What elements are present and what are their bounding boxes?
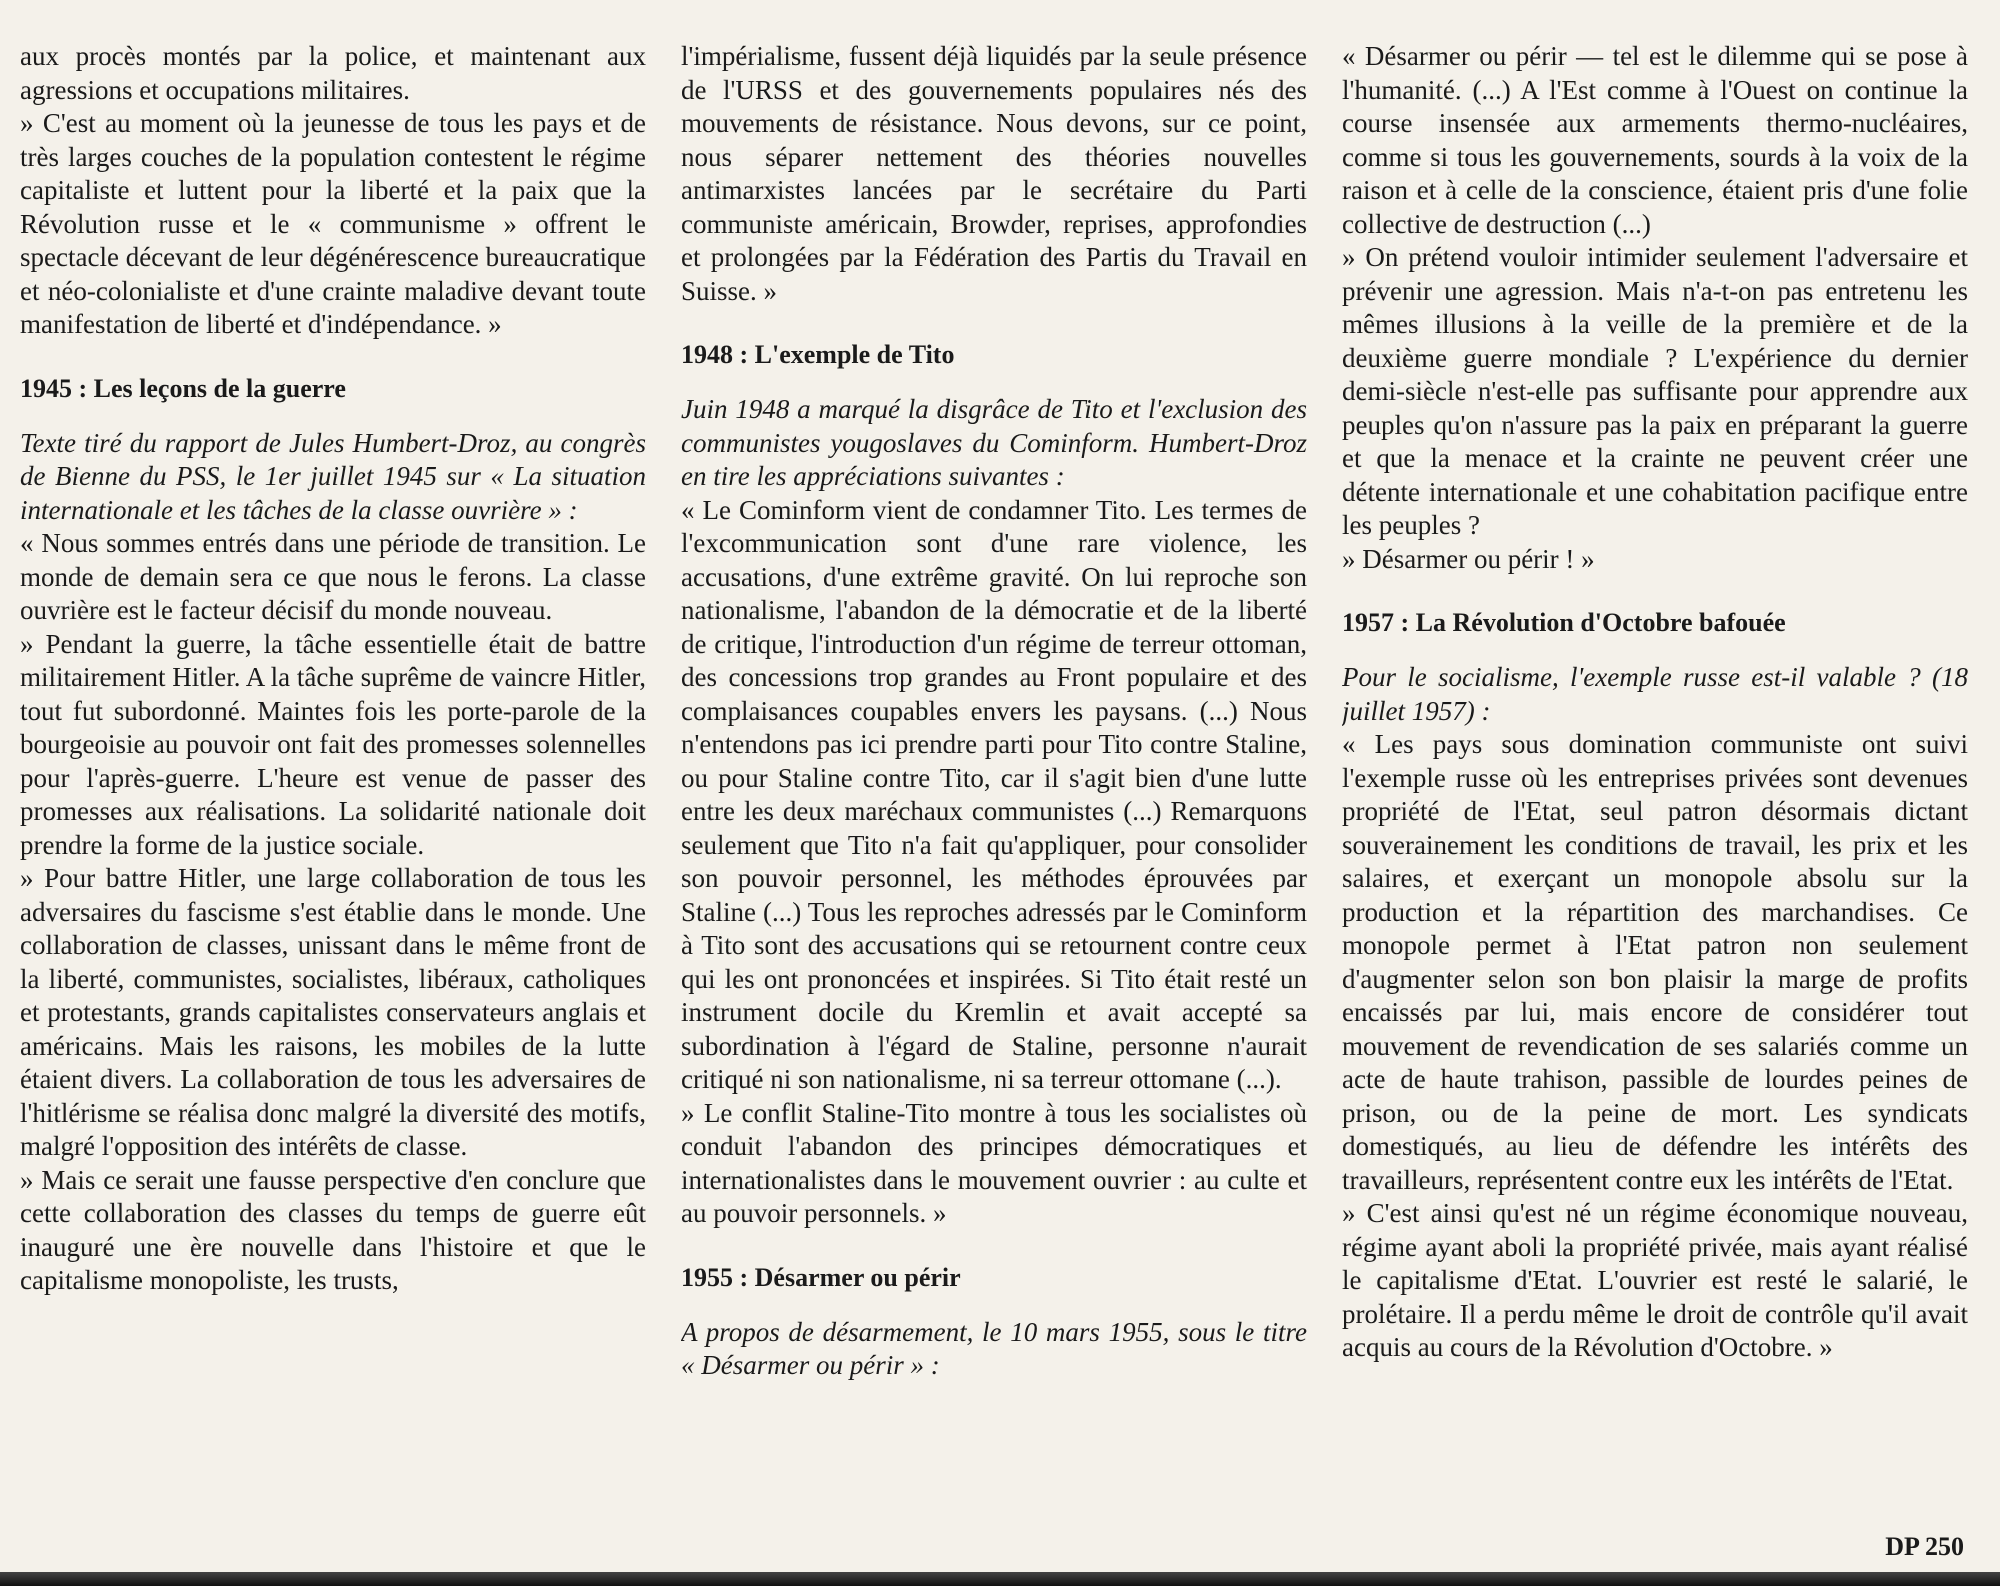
section-heading: 1948 : L'exemple de Tito	[681, 340, 955, 369]
paragraph: l'impérialisme, fussent déjà liquidés par la seule présence de l'URSS et des gouvernements populaires nés des mouvements de résistance. Nous devons, sur ce point, nous séparer nettement des théories nouvelles antimarxistes lancées par le secrétaire du Parti communiste américain, Browder, reprises, approfondies et prolongées par la Fédération des Partis du Travail en Suisse. »	[681, 41, 1307, 306]
section-heading: 1945 : Les leçons de la guerre	[20, 373, 346, 403]
column-middle	[681, 40, 1307, 1530]
paragraph: » Mais ce serait une fausse perspective d'en conclure que cette collaboration des classes du temps de guerre eût inauguré une ère nouvelle dans l'histoire et que le capitalisme monopoliste, les trusts,	[20, 1164, 646, 1295]
paragraph: » Désarmer ou périr ! »	[1342, 543, 1595, 574]
intro-note: Texte tiré du rapport de Jules Humbert-Droz, au congrès de Bienne du PSS, le 1er juillet 1945 sur « La situation internationale et les tâches de la classe ouvrière » :	[20, 427, 646, 525]
paragraph: « Les pays sous domination communiste ont suivi l'exemple russe où les entreprises privées sont devenues propriété de l'Etat, seul patron désormais dictant souverainement les conditions de travail, les prix et les salaires, et exerçant un monopole absolu sur la production et la répartition des marchandises. Ce monopole permet à l'Etat patron non seulement d'augmenter selon son bon plaisir la marge de profits encaissés par lui, mais encore de considérer tout mouvement de revendication de ses salariés comme un acte de haute trahison, passible de lourdes peines de prison, ou de la peine de mort. Les syndicats domestiqués, au lieu de défendre les intérêts des travailleurs, représentent contre eux les intérêts de l'Etat.	[1342, 729, 1968, 1195]
paragraph: » C'est ainsi qu'est né un régime économique nouveau, régime ayant aboli la propriété privée, mais ayant réalisé le capitalisme d'Etat. L'ouvrier est resté le salarié, le prolétaire. Il a perdu même le droit de contrôle qu'il avait acquis au cours de la Révolution d'Octobre. »	[1342, 1198, 1968, 1362]
column-right	[1342, 40, 1968, 1530]
intro-note: Pour le socialisme, l'exemple russe est-il valable ? (18 juillet 1957) :	[1342, 662, 1968, 726]
paragraph: aux procès montés par la police, et maintenant aux agressions et occupations militaires.	[20, 41, 646, 105]
paragraph: « Le Cominform vient de condamner Tito. Les termes de l'excommunication sont d'une rare violence, les accusations, d'une extrême gravité. On lui reproche son nationalisme, l'abandon de la démocratie et de la liberté de critique, l'introduction d'un régime de terreur ottoman, des concessions trop grandes au Front populaire et des complaisances coupables envers les paysans. (...) Nous n'entendons pas ici prendre parti pour Tito contre Staline, ou pour Staline contre Tito, car il s'agit bien d'une lutte entre les deux maréchaux communistes (...) Remarquons seulement que Tito n'a fait qu'appliquer, pour consolider son pouvoir personnel, les méthodes éprouvées par Staline (...) Tous les reproches adressés par le Cominform à Tito sont des accusations qui se retournent contre ceux qui les ont prononcées et inspirées. Si Tito était resté un instrument docile du Kremlin et avait accepté sa subordination à l'égard de Staline, personne n'aurait critiqué ni son nationalisme, ni sa terreur ottomane (...).	[681, 494, 1307, 1094]
intro-note: Juin 1948 a marqué la disgrâce de Tito et l'exclusion des communistes yougoslaves du Cominform. Humbert-Droz en tire les appréciations suivantes :	[681, 394, 1307, 491]
paragraph: « Désarmer ou périr — tel est le dilemme qui se pose à l'humanité. (...) A l'Est comme à l'Ouest on continue la course insensée aux armements thermo-nucléaires, comme si tous les gouvernements, sourds à la voix de la raison et à celle de la conscience, étaient pris d'une folie collective de destruction (...)	[1342, 41, 1968, 239]
section-heading: 1955 : Désarmer ou périr	[681, 1262, 961, 1292]
paragraph: » Pour battre Hitler, une large collaboration de tous les adversaires du fascisme s'est établie dans le monde. Une collaboration de classes, unissant dans le même front de la liberté, communistes, socialistes, libéraux, catholiques et protestants, grands capitalistes conservateurs anglais et américains. Mais les raisons, les mobiles de la lutte étaient divers. La collaboration de tous les adversaires de l'hitlérisme se réalisa donc malgré la diversité des motifs, malgré l'opposition des intérêts de classe.	[20, 863, 646, 1161]
paragraph: » Le conflit Staline-Tito montre à tous les socialistes où conduit l'abandon des principes démocratiques et internationalistes dans le mouvement ouvrier : au culte et au pouvoir personnels. »	[681, 1097, 1307, 1228]
page-number: DP 250	[1885, 1532, 1964, 1561]
page-bottom-edge	[0, 1572, 2000, 1586]
paragraph: » On prétend vouloir intimider seulement l'adversaire et prévenir une agression. Mais n'a-t-on pas entretenu les mêmes illusions à la veille de la première et de la deuxième guerre mondiale ? L'expérience du dernier demi-siècle n'est-elle pas suffisante pour apprendre aux peuples qu'on n'assure pas la paix en préparant la guerre et que la menace et la crainte ne peuvent créer une détente internationale et une cohabitation pacifique entre les peuples ?	[1342, 242, 1968, 540]
column-left	[20, 40, 646, 1530]
intro-note: A propos de désarmement, le 10 mars 1955, sous le titre « Désarmer ou périr » :	[681, 1316, 1307, 1380]
page-body	[20, 40, 1970, 1530]
paragraph: « Nous sommes entrés dans une période de transition. Le monde de demain sera ce que nous le ferons. La classe ouvrière est le facteur décisif du monde nouveau.	[20, 528, 646, 625]
paragraph: » C'est au moment où la jeunesse de tous les pays et de très larges couches de la population contestent le régime capitaliste et luttent pour la liberté et la paix que la Révolution russe et le « communisme » offrent le spectacle décevant de leur dégénérescence bureaucratique et néo-colonialiste et d'une crainte maladive devant toute manifestation de liberté et d'indépendance. »	[20, 108, 646, 339]
paragraph: » Pendant la guerre, la tâche essentielle était de battre militairement Hitler. A la tâche suprême de vaincre Hitler, tout fut subordonné. Maintes fois les porte-parole de la bourgeoisie au pouvoir ont fait des promesses solennelles pour l'après-guerre. L'heure est venue de passer des promesses aux réalisations. La solidarité nationale doit prendre la forme de la justice sociale.	[20, 628, 646, 860]
section-heading: 1957 : La Révolution d'Octobre bafouée	[1342, 608, 1786, 637]
